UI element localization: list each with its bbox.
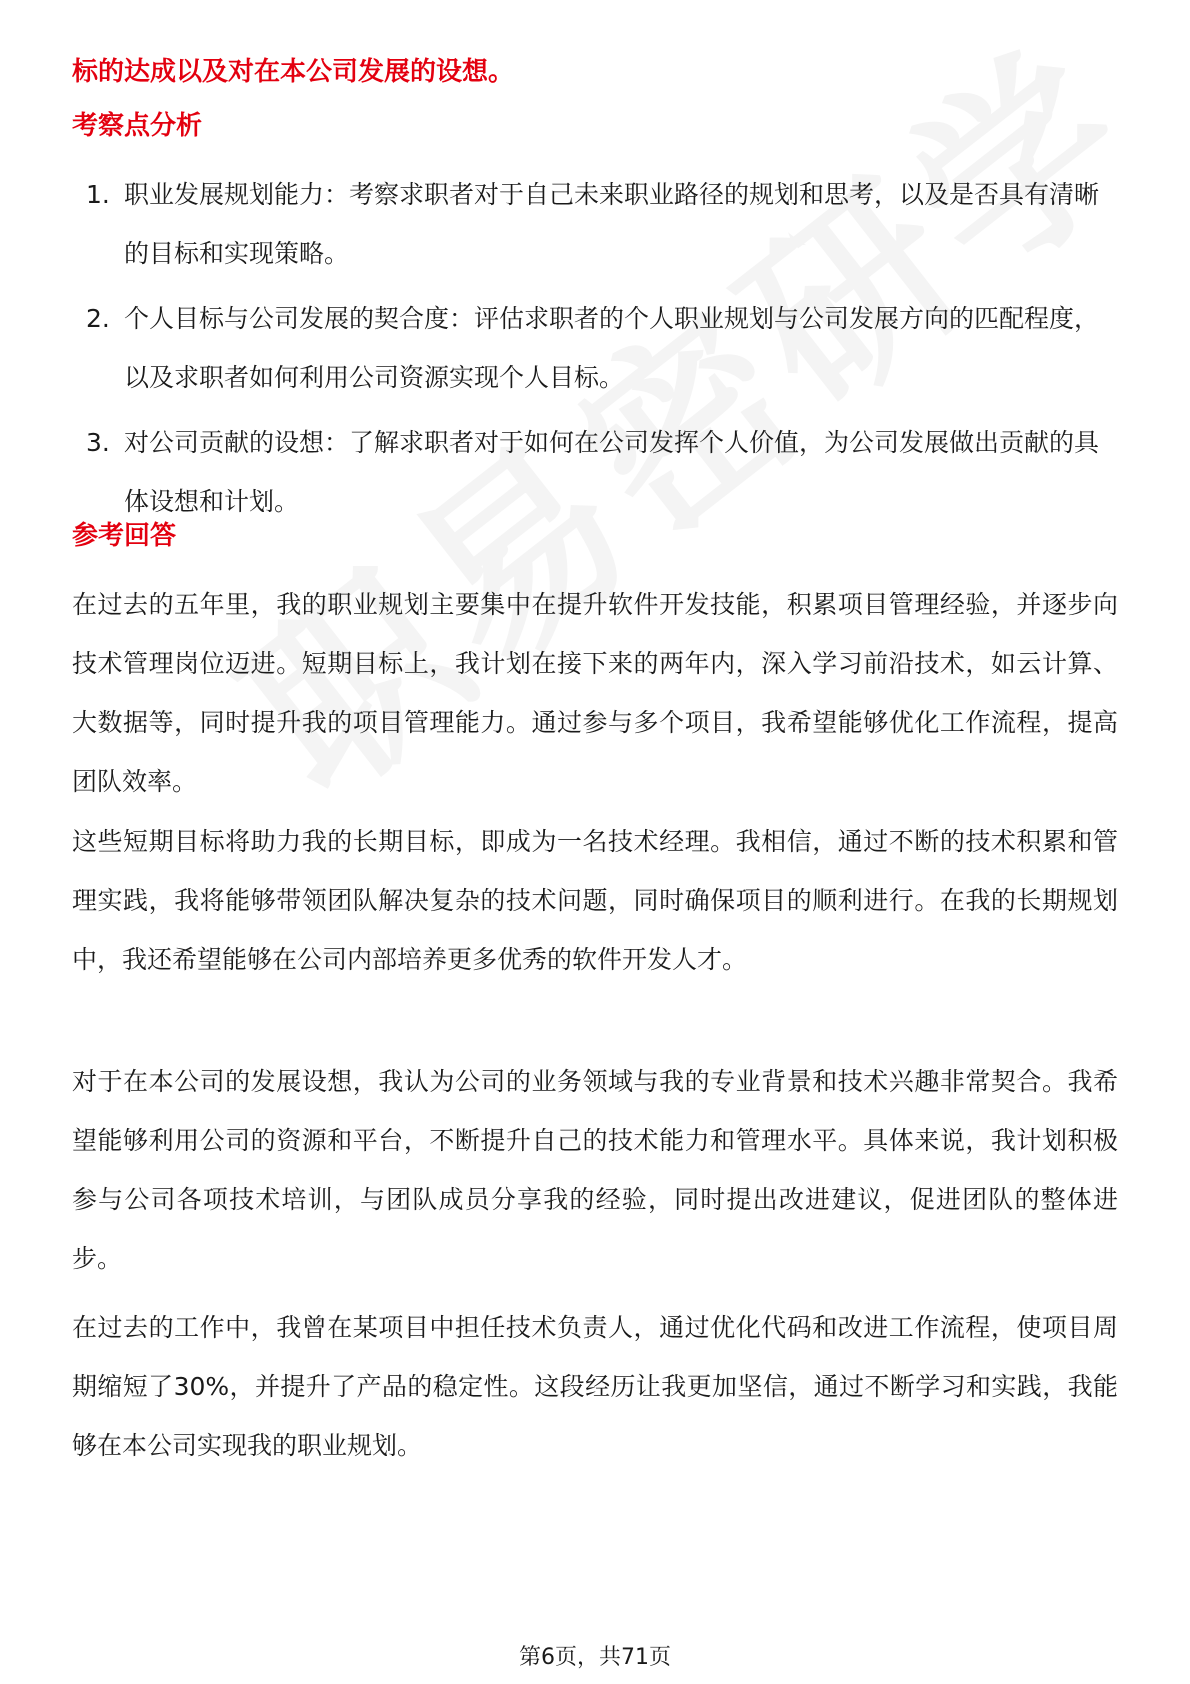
answer-paragraph: 这些短期目标将助力我的长期目标，即成为一名技术经理。我相信，通过不断的技术积累和管理实践，我将能够带领团队解决复杂的技术问题，同时确保项目的顺利进行。在我的长期规划中，我还希望能够在公司内部培养更多优秀的软件开发人才。 — [72, 827, 1118, 974]
list-text: 职业发展规划能力：考察求职者对于自己未来职业路径的规划和思考，以及是否具有清晰的目标和实现策略。 — [124, 180, 1100, 268]
page-number: 第6页，共71页 — [519, 1645, 671, 1670]
list-number: 1. — [86, 180, 110, 209]
answer-paragraph: 对于在本公司的发展设想，我认为公司的业务领域与我的专业背景和技术兴趣非常契合。我希望能够利用公司的资源和平台，不断提升自己的技术能力和管理水平。具体来说，我计划积极参与公司各项技术培训，与团队成员分享我的经验，同时提出改进建议，促进团队的整体进步。 — [72, 1067, 1118, 1273]
list-item — [72, 165, 1118, 283]
list-number: 2. — [86, 304, 110, 333]
list-item — [72, 413, 1118, 531]
analysis-list — [72, 165, 1118, 537]
list-number: 3. — [86, 428, 110, 457]
analysis-heading: 考察点分析 — [72, 111, 203, 141]
list-text: 对公司贡献的设想：了解求职者对于如何在公司发挥个人价值，为公司发展做出贡献的具体设想和计划。 — [124, 428, 1100, 516]
answer-paragraph: 在过去的工作中，我曾在某项目中担任技术负责人，通过优化代码和改进工作流程，使项目周期缩短了30%，并提升了产品的稳定性。这段经历让我更加坚信，通过不断学习和实践，我能够在本公司实现我的职业规划。 — [72, 1313, 1118, 1460]
answer-paragraph: 在过去的五年里，我的职业规划主要集中在提升软件开发技能，积累项目管理经验，并逐步向技术管理岗位迈进。短期目标上，我计划在接下来的两年内，深入学习前沿技术，如云计算、大数据等，同时提升我的项目管理能力。通过参与多个项目，我希望能够优化工作流程，提高团队效率。 — [72, 590, 1118, 796]
list-text: 个人目标与公司发展的契合度：评估求职者的个人职业规划与公司发展方向的匹配程度，以及求职者如何利用公司资源实现个人目标。 — [124, 304, 1100, 392]
list-item — [72, 289, 1118, 407]
answer-heading: 参考回答 — [72, 521, 177, 551]
intro-line: 标的达成以及对在本公司发展的设想。 — [72, 57, 515, 87]
